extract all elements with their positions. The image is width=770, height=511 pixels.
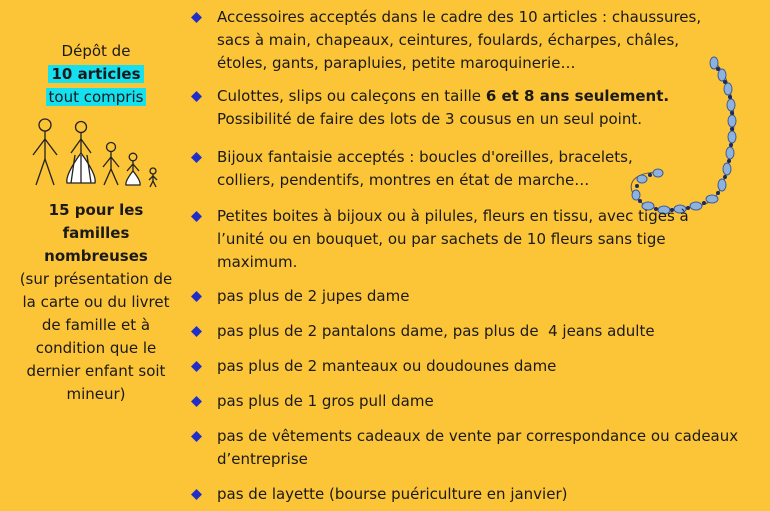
list-item [191, 355, 761, 378]
item-text: Bijoux fantaisie acceptés : boucles d'oreilles, bracelets, colliers, pendentifs, montres en état de marche… [217, 148, 633, 189]
item-text: Possibilité de faire des lots de 3 cousus en un seul point. [217, 110, 642, 128]
left-panel [14, 40, 178, 406]
item-text: Culottes, slips ou caleçons en taille [217, 87, 486, 105]
item-text: Accessoires acceptés dans le cadre des 10 articles : chaussures, sacs à main, chapeaux, ceintures, foulards, écharpes, châles, étoles, gants, parapluies, petite maroquinerie… [217, 8, 702, 72]
item-text: pas de vêtements cadeaux de vente par correspondance ou cadeaux d’entreprise [217, 427, 739, 468]
item-text: pas plus de 1 gros pull dame [217, 392, 434, 410]
diamond-bullet-icon [191, 396, 202, 407]
list-item [191, 205, 761, 274]
list-item [191, 85, 761, 131]
list-item [191, 285, 761, 308]
deposit-count: 10 articles [48, 65, 143, 83]
large-family-title: 15 pour les familles nombreuses [44, 201, 148, 265]
diamond-bullet-icon [191, 326, 202, 337]
diamond-bullet-icon [191, 152, 202, 163]
list-item [191, 320, 761, 343]
item-text: pas de layette (bourse puériculture en janvier) [217, 485, 568, 503]
deposit-all-included: tout compris [46, 88, 147, 106]
list-item [191, 390, 761, 413]
diamond-bullet-icon [191, 489, 202, 500]
large-family-note: (sur présentation de la carte ou du livret de famille et à condition que le dernier enfant soit mineur) [19, 270, 173, 403]
list-item [191, 425, 761, 471]
list-item [191, 6, 761, 75]
diamond-bullet-icon [191, 91, 202, 102]
item-text: pas plus de 2 manteaux ou doudounes dame [217, 357, 557, 375]
diamond-bullet-icon [191, 211, 202, 222]
item-text: pas plus de 2 pantalons dame, pas plus de 4 jeans adulte [217, 322, 655, 340]
item-text: Petites boites à bijoux ou à pilules, fleurs en tissu, avec tiges à l’unité ou en bouquet, ou par sachets de 10 fleurs sans tige maximum. [217, 207, 689, 271]
diamond-bullet-icon [191, 291, 202, 302]
list-item [191, 146, 761, 192]
item-text-bold: 6 et 8 ans seulement. [485, 87, 670, 105]
diamond-bullet-icon [191, 431, 202, 442]
list-item [191, 483, 761, 506]
rules-list [191, 6, 761, 506]
item-text: pas plus de 2 jupes dame [217, 287, 410, 305]
family-stick-figures-icon [31, 117, 161, 189]
deposit-line: Dépôt de [61, 42, 131, 60]
diamond-bullet-icon [191, 12, 202, 23]
diamond-bullet-icon [191, 361, 202, 372]
